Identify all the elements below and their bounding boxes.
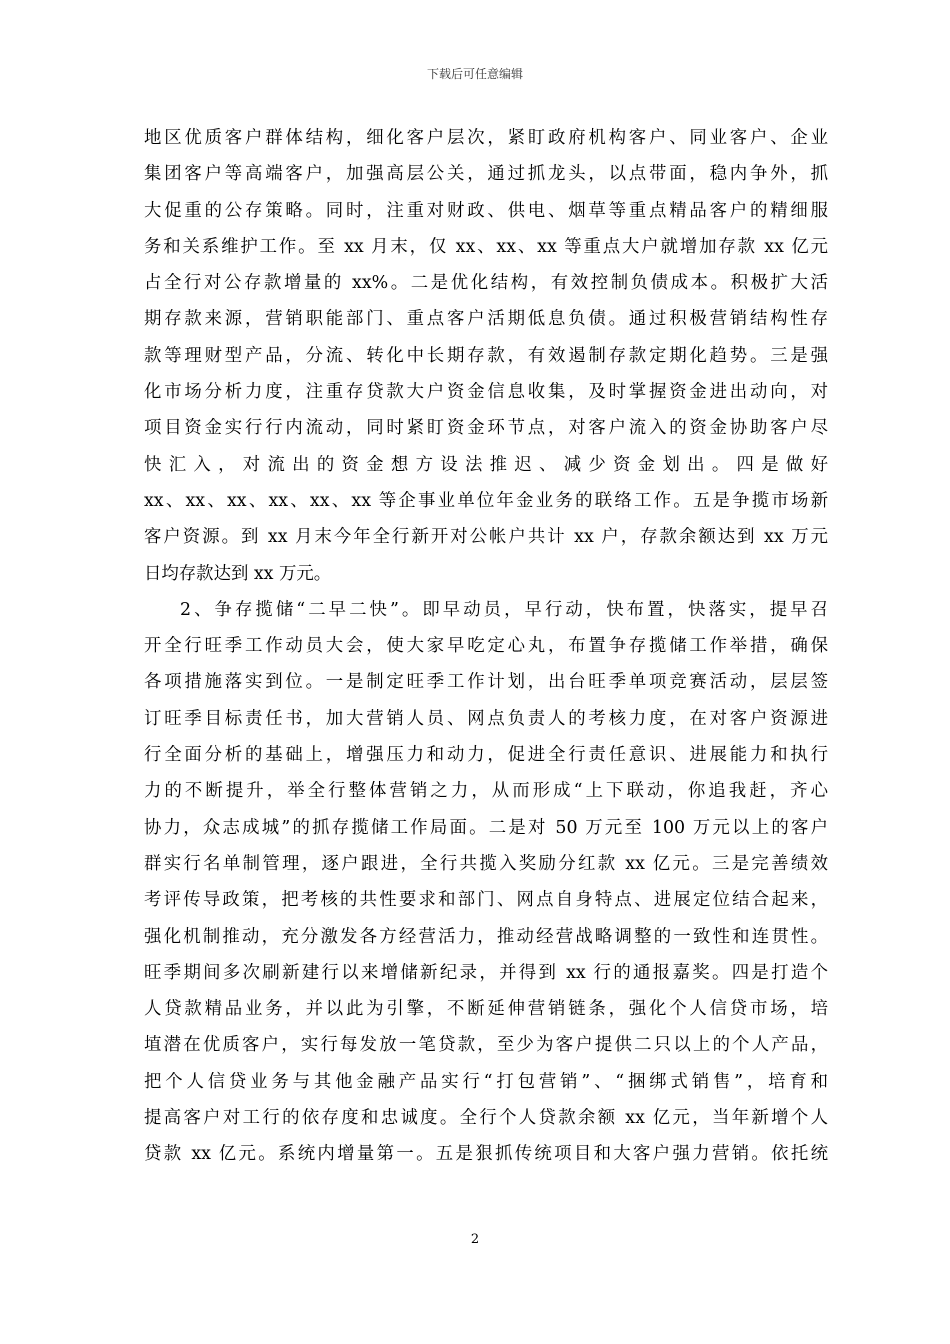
- text-line: 行全面分析的基础上，增强压力和动力，促进全行责任意识、进展能力和执行: [144, 745, 828, 766]
- text-line: 地区优质客户群体结构，细化客户层次，紧盯政府机构客户、同业客户、企业: [144, 128, 828, 148]
- text-line: 考评传导政策，把考核的共性要求和部门、网点自身特点、进展定位结合起来，: [144, 890, 828, 911]
- text-line: 贷款 xx 亿元。系统内增量第一。五是狠抓传统项目和大客户强力营销。依托统: [144, 1144, 828, 1165]
- paragraph-start-line: 2、争存揽储“二早二快”。即早动员，早行动，快布置，快落实，提早召: [180, 599, 828, 620]
- page-header: 下载后可任意编辑: [426, 67, 523, 81]
- text-line: 各项措施落实到位。一是制定旺季工作计划，出台旺季单项竞赛活动，层层签: [144, 672, 828, 693]
- text-line: 项目资金实行行内流动，同时紧盯资金环节点，对客户流入的资金协助客户尽: [144, 418, 828, 439]
- text-line: 大促重的公存策略。同时，注重对财政、供电、烟草等重点精品客户的精细服: [144, 200, 828, 221]
- text-line: 旺季期间多次刷新建行以来增储新纪录，并得到 xx 行的通报嘉奖。四是打造个: [144, 962, 828, 983]
- text-line: 日均存款达到 xx 万元。: [144, 563, 332, 584]
- text-line: 务和关系维护工作。至 xx 月末，仅 xx、xx、xx 等重点大户就增加存款 xx 亿元: [144, 236, 828, 257]
- text-line: 群实行名单制管理，逐户跟进，全行共揽入奖励分红款 xx 亿元。三是完善绩效: [144, 853, 828, 874]
- text-line: 人贷款精品业务，并以此为引擎，不断延伸营销链条，强化个人信贷市场，培: [144, 999, 828, 1020]
- page-number: 2: [470, 1232, 480, 1247]
- text-line: 力的不断提升，举全行整体营销之力，从而形成“上下联动，你追我赶，齐心: [144, 781, 828, 802]
- text-line: 提高客户对工行的依存度和忠诚度。全行个人贷款余额 xx 亿元，当年新增个人: [144, 1108, 828, 1129]
- text-line: 把个人信贷业务与其他金融产品实行“打包营销”、“捆绑式销售”，培育和: [144, 1071, 828, 1092]
- text-line: 协力，众志成城”的抓存揽储工作局面。二是对 50 万元至 100 万元以上的客户: [144, 817, 828, 838]
- text-line: 款等理财型产品，分流、转化中长期存款，有效遏制存款定期化趋势。三是强: [144, 345, 828, 366]
- text-line: 期存款来源，营销职能部门、重点客户活期低息负债。通过积极营销结构性存: [144, 309, 828, 330]
- document-body: [144, 120, 828, 1173]
- text-line: 开全行旺季工作动员大会，使大家早吃定心丸，布置争存揽储工作举措，确保: [144, 636, 828, 657]
- text-line: 化市场分析力度，注重存贷款大户资金信息收集，及时掌握资金进出动向，对: [144, 382, 828, 403]
- text-line: 快汇入，对流出的资金想方设法推迟、减少资金划出。四是做好: [144, 454, 828, 475]
- text-line: 埴潜在优质客户，实行每发放一笔贷款，至少为客户提供二只以上的个人产品，: [144, 1035, 828, 1056]
- text-line: 客户资源。到 xx 月末今年全行新开对公帐户共计 xx 户，存款余额达到 xx 万元: [144, 527, 828, 548]
- text-line: 占全行对公存款增量的 xx%。二是优化结构，有效控制负债成本。积极扩大活: [144, 273, 828, 294]
- text-line: 集团客户等高端客户，加强高层公关，通过抓龙头，以点带面，稳内争外，抓: [144, 164, 828, 185]
- text-line: xx、xx、xx、xx、xx、xx 等企事业单位年金业务的联络工作。五是争揽市场新: [144, 490, 828, 511]
- text-line: 订旺季目标责任书，加大营销人员、网点负责人的考核力度，在对客户资源进: [144, 708, 828, 729]
- text-line: 强化机制推动，充分激发各方经营活力，推动经营战略调整的一致性和连贯性。: [144, 926, 828, 947]
